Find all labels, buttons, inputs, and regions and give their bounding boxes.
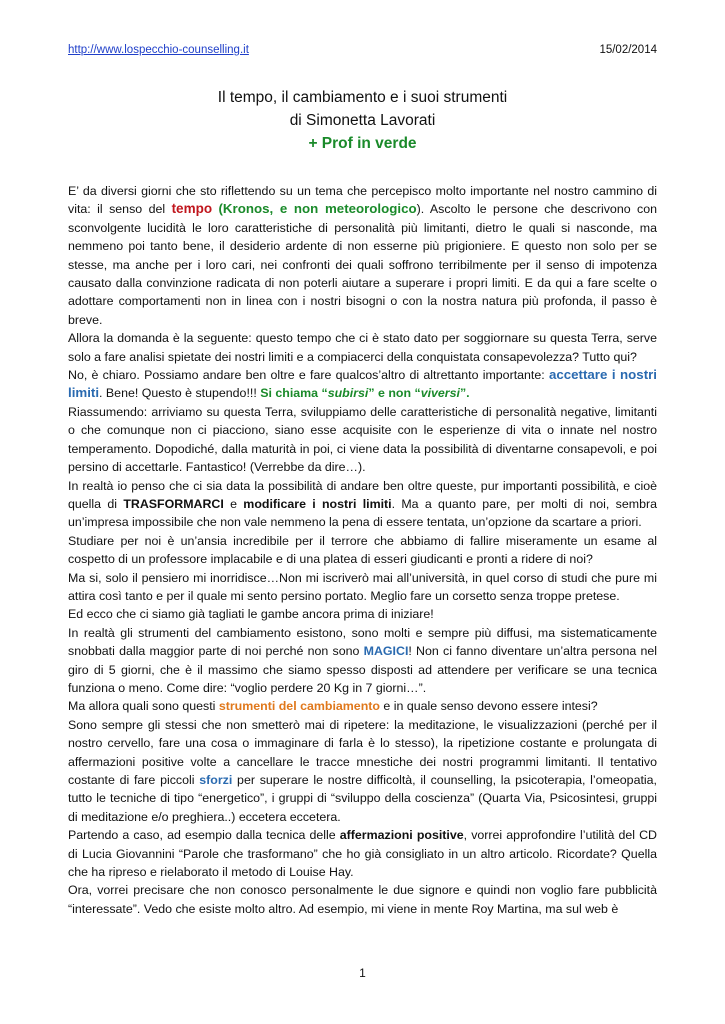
highlight-tempo: tempo (171, 201, 213, 217)
text: e in quale senso devono essere intesi? (379, 699, 598, 714)
paragraph: Allora la domanda è la seguente: questo tempo che ci è stato dato per soggiornare su questa Terra, serve solo a fare analisi spietate dei nostri limiti e a compiacerci della conquistata consapevolezza? Tutto qui? (68, 331, 657, 364)
text: Sono sempre gli stessi che non smetterò mai di ripetere: la meditazione, le visualizzazioni (perché per il nostro cervello, fare una cosa o immaginare di farla è lo stesso), la ripetizione costante e prolungata di affermazioni positive volte a cancellare le tracce mnestiche dei nostri programmi limitanti. Il tentativo costante di fare piccoli (68, 717, 657, 787)
text: ) (416, 202, 421, 217)
highlight-sforzi: sforzi (199, 773, 233, 787)
paragraph (68, 182, 657, 329)
paragraph: Studiare per noi è un’ansia incredibile per il terrore che abbiamo di fallire miseramente un esame al cospetto di un professore implacabile e di una platea di esseri giudicanti e pronti a ridere di noi? (68, 533, 657, 567)
paragraph: Ora, vorrei precisare che non conosco personalmente le due signore e quindi non voglio fare pubblicità “interessate”. Vedo che esiste molto altro. Ad esempio, mi viene in mente Roy Martina, ma sul web è (68, 883, 657, 916)
header-date: 15/02/2014 (599, 44, 657, 56)
prof-text-italic: viversi (420, 386, 460, 401)
page-header (68, 44, 657, 60)
text: Ma allora quali sono questi (68, 699, 219, 714)
paragraph (68, 697, 657, 715)
text: No, è chiaro. Possiamo andare ben oltre e fare qualcos’altro di altrettanto importante: (68, 368, 549, 383)
bold-affermazioni: affermazioni positive (339, 828, 464, 843)
page-number: 1 (359, 966, 366, 980)
paragraph (68, 366, 657, 403)
article-body (68, 182, 657, 918)
prof-text-italic: subirsi (327, 386, 369, 401)
author-line: di Simonetta Lavorati (289, 112, 436, 129)
text: E’ da diversi giorni che sto riflettendo su un tema che percepisco molto importante nel nostro cammino di vita: il senso del (68, 184, 657, 217)
text: , vorrei approfondire l’utilità del CD di Lucia Giovannini “Parole che trasformano” che ho già consigliato in un altro articolo. Ricordate? Quella che ha ripreso e rielaborato il metodo di Louise Hay. (68, 828, 657, 880)
paragraph (68, 716, 657, 826)
prof-note: + Prof in verde (308, 135, 417, 152)
paragraph (68, 477, 657, 532)
article-title (68, 86, 657, 155)
highlight-strumenti: strumenti del cambiamento (218, 699, 380, 714)
text: per superare le nostre difficoltà, il counselling, la psicoterapia, l’omeopatia, tutto le tecniche di tipo “energetico”, i gruppi di “sviluppo della coscienza” (Quarta Via, Psicosintesi, gruppi di meditazione e/o preghiera..) eccetera eccetera. (68, 773, 657, 824)
paragraph: Ma si, solo il pensiero mi inorridisce…Non mi iscriverò mai all’università, in quel corso di studi che pure mi attira così tanto e per il quale mi sento persino portato. Meglio fare un corsetto senza troppe pretese. (68, 570, 657, 603)
text: In realtà gli strumenti del cambiamento esistono, sono molti e sempre più diffusi, ma sistematicamente snobbati dalla maggior parte di noi perché non sono (68, 625, 657, 659)
paragraph: Riassumendo: arriviamo su questa Terra, sviluppiamo delle caratteristiche di personalità negative, limitanti o che comunque non ci piacciono, siano esse acquisite con le esperienze di vita o innate nel nostro temperamento. Dopodiché, dalla maturità in poi, ci viene data la possibilità di diventarne consapevoli, e poi persino di accettarle. Fantastico! (Verrebbe da dire…). (68, 404, 657, 475)
text: Partendo a caso, ad esempio dalla tecnica delle (68, 828, 340, 843)
text: . Ascolto le persone che descrivono con sconvolgente lucidità le loro caratteristiche di personalità più limitanti, dietro le quali si nasconde, ma nemmeno poi tanto bene, il desiderio ardente di non esserne più prigioniere. E questo non solo per se stesse, ma anche per i loro cari, nei confronti dei quali soffrono terribilmente per il senso di impotenza causato dalla convinzione radicata di non poterli aiutare a superare i propri limiti. E da qui a fare scelte o adottare comportamenti non in linea con i nostri bisogni o con la nostra natura più profonda, il passo è breve. (68, 202, 658, 327)
text: . Ma a quanto pare, per molti di noi, sembra un’impresa impossibile che non vale nemmeno la pena di essere tentata, un’opzione da scartare a priori. (68, 496, 657, 530)
highlight-accettare: accettare i nostri limiti (68, 367, 657, 401)
prof-text: ” e non “ (368, 386, 421, 401)
highlight-kronos: (Kronos, e non meteorologico (218, 201, 417, 217)
paragraph: Ed ecco che ci siamo già tagliati le gambe ancora prima di iniziare! (68, 607, 434, 622)
paragraph (68, 826, 657, 881)
prof-text: ”. (459, 386, 470, 401)
highlight-magici: MAGICI (363, 644, 409, 659)
prof-text: Si chiama “ (260, 386, 328, 401)
text: . Bene! Questo è stupendo!!! (99, 386, 261, 401)
text: In realtà io penso che ci sia data la possibilità di andare ben oltre queste, pur importanti possibilità, e cioè quella di (68, 478, 657, 511)
bold-modificare: modificare i nostri limiti (243, 496, 392, 511)
paragraph (68, 624, 657, 698)
website-link[interactable]: http://www.lospecchio-counselling.it (68, 44, 249, 56)
text: e (223, 496, 244, 511)
title-line: Il tempo, il cambiamento e i suoi strumenti (217, 89, 508, 106)
bold-trasformarci: TRASFORMARCI (123, 496, 224, 511)
text: ! Non ci fanno diventare un’altra persona nel giro di 5 giorni, che è il massimo che siamo spesso disposti ad attendere per verificare se una tecnica funziona o meno. Come dire: “voglio perdere 20 Kg in 7 giorni…”. (68, 644, 657, 695)
